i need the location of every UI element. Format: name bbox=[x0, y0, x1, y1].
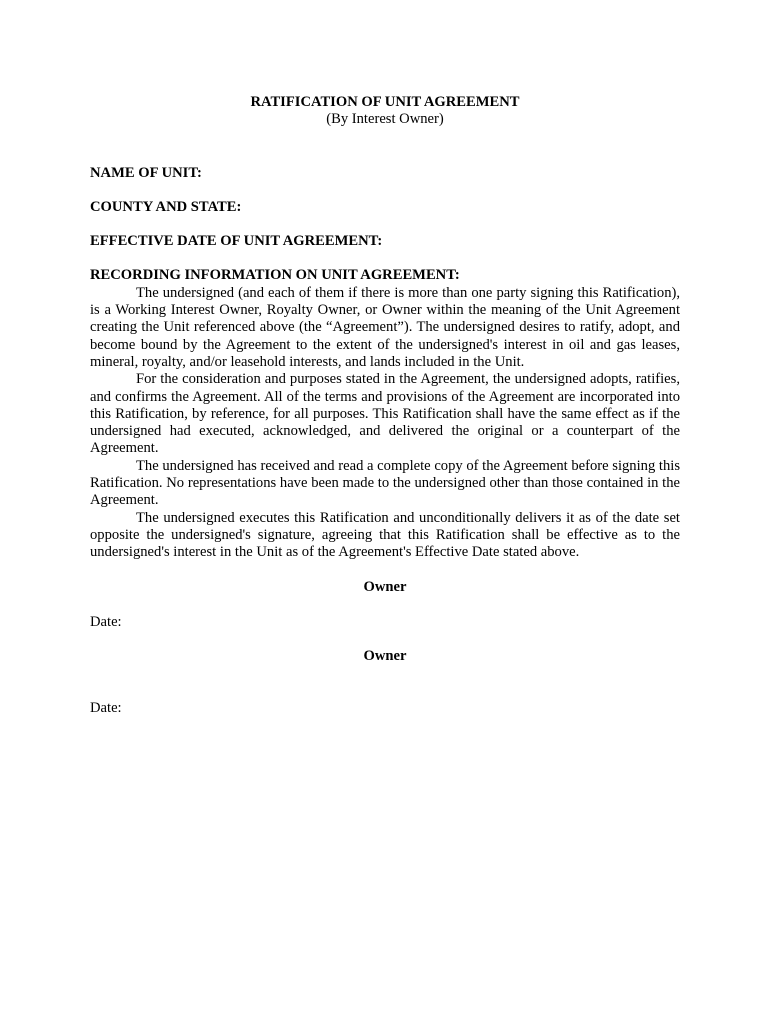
field-county-and-state: COUNTY AND STATE: bbox=[90, 198, 242, 215]
paragraph-received-copy: The undersigned has received and read a complete copy of the Agreement before signing this Ratification. No representations have been made to the undersigned other than those contained in the Agreement. bbox=[90, 457, 680, 509]
document-title: RATIFICATION OF UNIT AGREEMENT bbox=[250, 94, 520, 110]
signature-date-label-1: Date: bbox=[90, 613, 122, 630]
paragraph-execution: The undersigned executes this Ratification and unconditionally delivers it as of the date set opposite the undersigned's signature, agreeing that this Ratification shall be effective as to the undersigned's interest in the Unit as of the Agreement's Effective Date stated above. bbox=[90, 509, 680, 561]
paragraph-consideration: For the consideration and purposes stated in the Agreement, the undersigned adopts, ratifies, and confirms the Agreement. All of the terms and provisions of the Agreement are incorporated into this Ratification, by reference, for all purposes. This Ratification shall have the same effect as if the undersigned had executed, acknowledged, and delivered the original or a counterpart of the Agreement. bbox=[90, 371, 680, 457]
document-subtitle: (By Interest Owner) bbox=[326, 111, 444, 128]
field-effective-date: EFFECTIVE DATE OF UNIT AGREEMENT: bbox=[90, 233, 383, 250]
signature-owner-label-2: Owner bbox=[363, 648, 407, 665]
document-page bbox=[90, 94, 680, 718]
paragraph-ratification-intro: The undersigned (and each of them if there is more than one party signing this Ratification), is a Working Interest Owner, Royalty Owner, or Owner within the meaning of the Unit Agreement creating the Unit referenced above (the “Agreement”). The undersigned desires to ratify, adopt, and become bound by the Agreement to the extent of the undersigned's interest in oil and gas leases, mineral, royalty, and/or leasehold interests, and lands included in the Unit. bbox=[90, 284, 680, 370]
field-name-of-unit: NAME OF UNIT: bbox=[90, 164, 202, 181]
signature-date-label-2: Date: bbox=[90, 700, 122, 717]
signature-owner-label-1: Owner bbox=[363, 578, 407, 595]
title-block bbox=[90, 94, 680, 129]
field-recording-information: RECORDING INFORMATION ON UNIT AGREEMENT: bbox=[90, 267, 460, 284]
